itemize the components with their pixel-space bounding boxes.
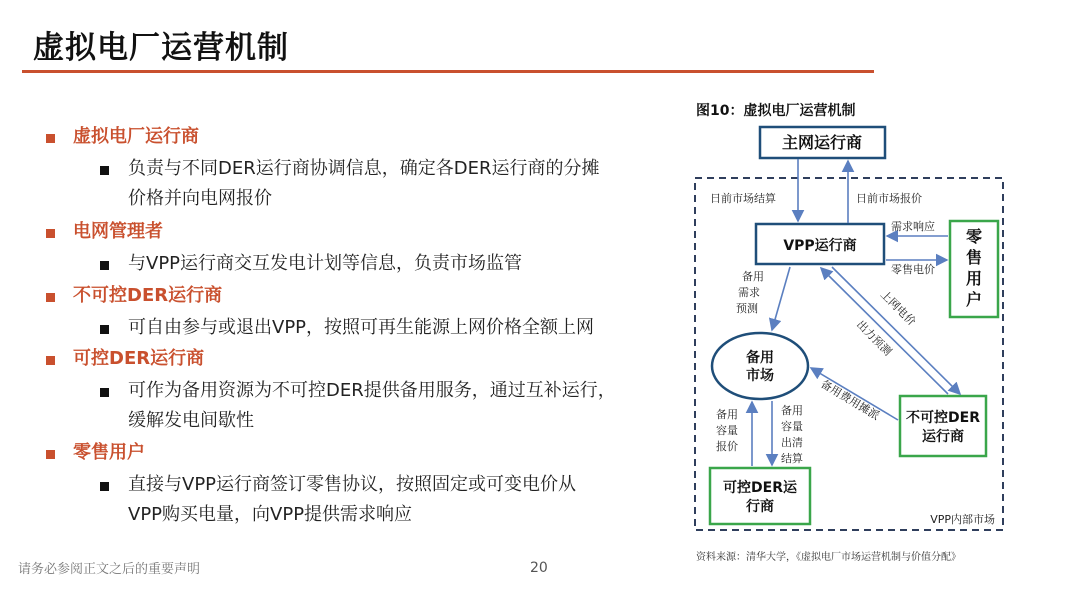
arrow-output-forecast: [821, 268, 948, 394]
edge-label-capacity-quote-2: 容量: [716, 424, 738, 437]
reserve-market-label-1: 备用: [746, 350, 774, 366]
bullet-square-icon: [46, 229, 55, 238]
section-point-line: VPP购买电量，向VPP提供需求响应: [128, 504, 413, 525]
disclaimer-note: 请务必参阅正文之后的重要声明: [18, 562, 201, 577]
edge-label-output-forecast: 出力预测: [853, 317, 895, 359]
controllable-der-node: [710, 468, 810, 524]
inner-market-label: VPP内部市场: [930, 513, 995, 526]
edge-label-demand-response: 需求响应: [891, 220, 935, 233]
controllable-der-label-2: 行商: [746, 499, 774, 515]
arrow-reserve-demand-forecast: [772, 267, 790, 330]
edge-label-capacity-clearing-1: 备用: [781, 404, 803, 417]
retail-user-label-3: 用: [965, 269, 983, 288]
edge-label-capacity-clearing-2: 容量: [781, 420, 803, 433]
section-point-line: 直接与VPP运行商签订零售协议，按照固定或可变电价从: [128, 474, 577, 495]
edge-label-reserve-demand-2: 需求: [738, 286, 760, 299]
bullet-square-icon: [46, 450, 55, 459]
bullet-square-icon: [46, 293, 55, 302]
edge-label-grid-price: 上网电价: [877, 287, 919, 329]
section-point-line: 价格并向电网报价: [128, 188, 272, 209]
bullet-square-icon: [46, 134, 55, 143]
retail-user-label-4: 户: [965, 290, 983, 309]
edge-label-capacity-quote-1: 备用: [716, 408, 738, 421]
edge-label-capacity-clearing-3: 出清: [781, 436, 803, 449]
arrow-grid-price: [832, 267, 960, 394]
page-title: 虚拟电厂运营机制: [33, 30, 289, 66]
edge-label-capacity-quote-3: 报价: [716, 440, 738, 453]
bullet-square-icon: [100, 166, 109, 175]
bullet-square-icon: [100, 261, 109, 270]
edge-label-day-ahead-settlement: 日前市场结算: [710, 192, 776, 205]
uncontrollable-der-node: [900, 396, 986, 456]
section-point-line: 缓解发电间歇性: [128, 410, 254, 431]
section-heading-controllable-der: 可控DER运行商: [73, 348, 205, 369]
bullet-square-icon: [46, 356, 55, 365]
section-heading-uncontrollable-der: 不可控DER运行商: [73, 285, 223, 306]
section-point-line: 可自由参与或退出VPP，按照可再生能源上网价格全额上网: [128, 317, 595, 338]
retail-user-label-2: 售: [965, 248, 983, 267]
figure-title: 图10：虚拟电厂运营机制: [696, 103, 856, 119]
retail-user-label-1: 零: [965, 227, 983, 246]
vpp-mechanism-diagram: [680, 120, 1020, 540]
section-heading-grid-manager: 电网管理者: [73, 221, 163, 242]
reserve-market-node: [712, 333, 808, 399]
section-heading-retail-users: 零售用户: [73, 442, 145, 463]
edge-label-reserve-demand-3: 预测: [736, 302, 758, 315]
vpp-operator-label: VPP运行商: [783, 238, 857, 254]
reserve-market-label-2: 市场: [746, 368, 774, 384]
page-number: 20: [530, 560, 548, 576]
edge-label-retail-price: 零售电价: [891, 263, 935, 276]
uncontrollable-der-label-2: 运行商: [922, 429, 964, 445]
section-point-line: 可作为备用资源为不可控DER提供备用服务，通过互补运行，: [128, 380, 616, 401]
edge-label-day-ahead-quote: 日前市场报价: [856, 192, 922, 205]
bullet-square-icon: [100, 325, 109, 334]
bullet-square-icon: [100, 482, 109, 491]
edge-label-reserve-demand-1: 备用: [742, 270, 764, 283]
controllable-der-label-1: 可控DER运: [723, 480, 797, 496]
edge-label-capacity-clearing-4: 结算: [781, 452, 803, 465]
figure-source: 资料来源：清华大学，《虚拟电厂市场运营机制与价值分配》: [696, 552, 961, 563]
main-grid-operator-label: 主网运行商: [781, 133, 863, 152]
section-heading-vpp-operator: 虚拟电厂运行商: [73, 126, 199, 147]
section-point-line: 与VPP运行商交互发电计划等信息，负责市场监管: [128, 253, 523, 274]
uncontrollable-der-label-1: 不可控DER: [906, 410, 980, 426]
bullet-square-icon: [100, 388, 109, 397]
section-point-line: 负责与不同DER运行商协调信息，确定各DER运行商的分摊: [128, 158, 600, 179]
edge-label-reserve-fee-allocation: 备用费用摊派: [818, 377, 882, 423]
